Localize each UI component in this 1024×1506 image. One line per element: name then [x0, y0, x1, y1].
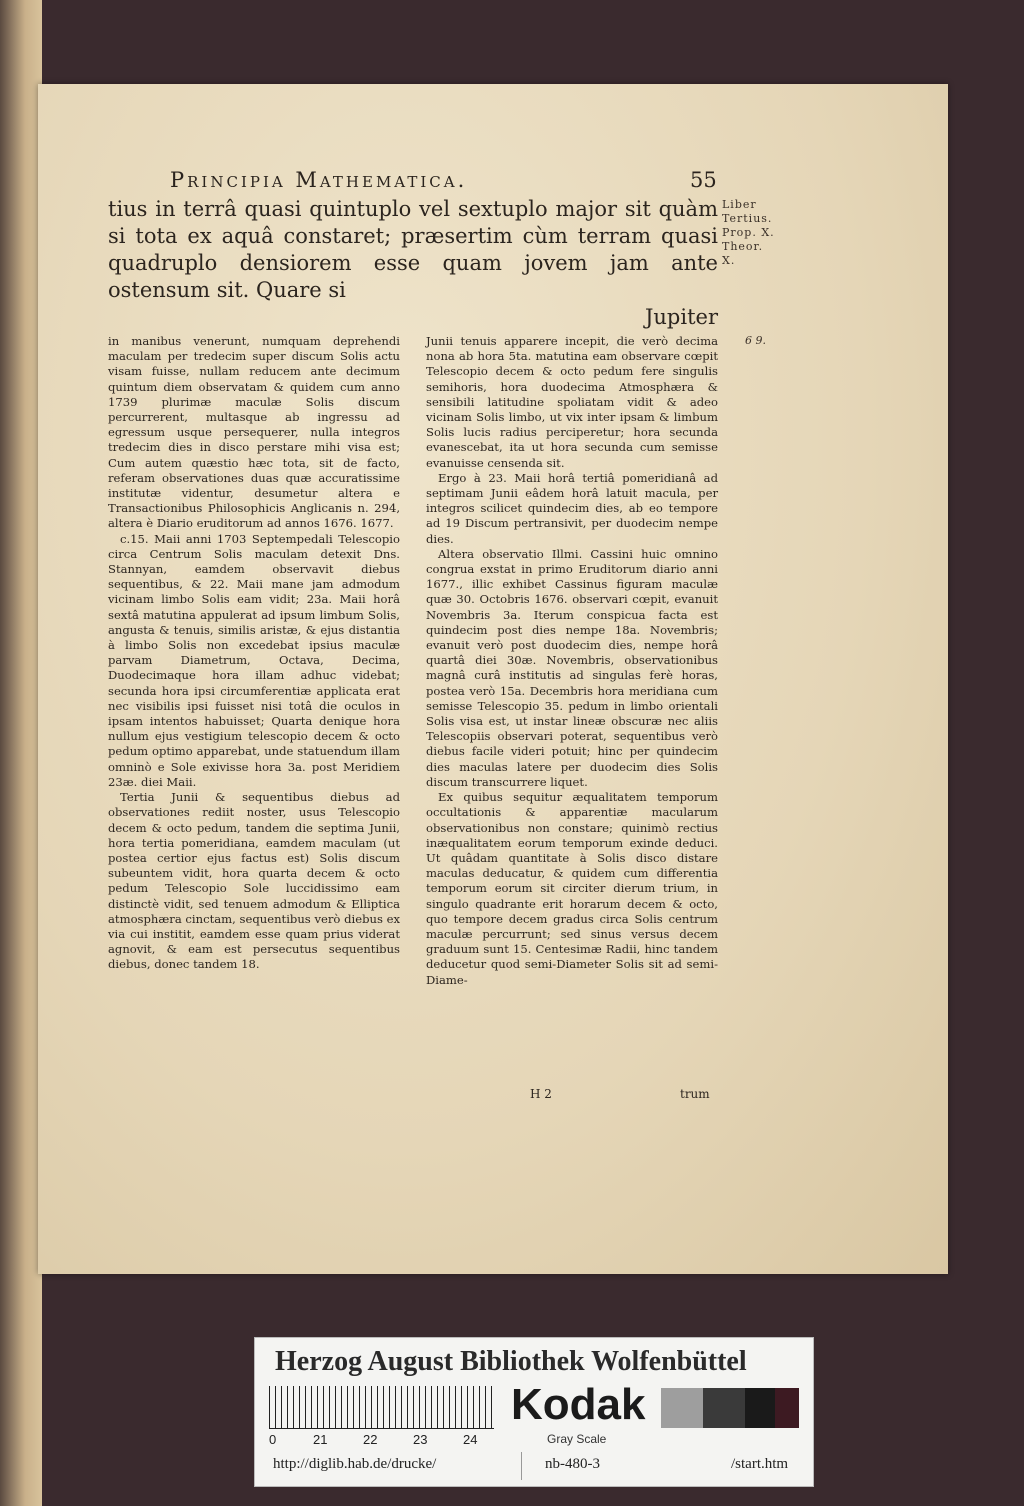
signature-mark: H 2 [530, 1087, 552, 1101]
divider [521, 1452, 522, 1480]
margin-line: Theor. [722, 240, 764, 253]
running-title: Principia Mathematica. [170, 168, 468, 192]
ruler-tick: 22 [363, 1432, 378, 1447]
margin-line: Prop. X. [722, 226, 775, 239]
ruler-tick: 23 [413, 1432, 428, 1447]
paragraph: Altera observatio Illmi. Cassini huic omnino congrua exstat in primo Eruditorum diario anni 1677., illic exhibet Cassinus figuram maculæ quæ 30. Octobris 1676. observari cœpit, evanuit Novembris 3a. Iterum conspicua facta est quindecim post dies nempe 18a. Novembris; evanuit verò post duodecim dies, nempe horâ quartâ diei 30æ. Novembris, observationibus magnâ curâ institutis ad singulas ferè horas, postea verò 15a. Decembris hora meridiana cum semisse Telescopio 35. pedum in limbo orientali Solis visa est, ut instar lineæ obscuræ nec aliis Telescopiis observari poterat, sequentibus verò diebus facile videri potuit; hinc per quindecim dies maculas latere per duodecim dies Solis discum transcurrere liquet. [426, 546, 718, 789]
ruler-tick: 21 [313, 1432, 328, 1447]
gray-scale-label: Gray Scale [547, 1432, 607, 1446]
shelf-code: nb-480-3 [545, 1456, 600, 1472]
paragraph: c.15. Maii anni 1703 Septempedali Telescopio circa Centrum Solis maculam detexit Dns. Stannyan, eamdem observavit diebus sequentibus, & 22. Maii mane jam admodum vicinam limbo Solis eam vidit; 23a. Maii horâ sextâ matutina appulerat ad ipsum limbum Solis, angusta & tenuis, similis aristæ, & ejus distantia à limbo Solis non excedebat ipsius maculæ parvam Diametrum, Octava, Decima, Duodecimaque hora illam adhuc videbat; secunda hora ipsi circumferentiæ applicata erat nec visibilis ipsi fuisset nisi totâ die oculos in ipsam intentos habuisset; Quarta denique hora nullum ejus vestigium telescopio decem & octo pedum optimo apparebat, unde statuendum illam omninò e Sole exivisse hora 3a. post Meridiem 23æ. diei Maii. [108, 531, 400, 789]
paragraph: Ex quibus sequitur æqualitatem temporum occultationis & apparentiæ macularum observationibus non constare; quinimò rectius inæqualitatem eorum temporum exinde deduci. Ut quâdam quantitate à Solis disco distare maculas deducatur, & quidem cum differentia temporum eorum sit circiter dierum trium, in singulo quadrante erit horarum decem & octo, quo tempore decem gradus circa Solis centrum maculæ percurrunt; sed sinus versus decem graduum sunt 15. Centesimæ Radii, hinc tandem deducetur quod semi-Diameter Solis sit ad semi-Diame- [426, 790, 718, 987]
paragraph: Junii tenuis apparere incepit, die verò decima nona ab hora 5ta. matutina eam observare cœpit Telescopio decem & octo pedum fere singulis semihoris, hora duodecima Atmosphæra & sensibili latitudine spoliatam vidit & adeo vicinam Solis limbo, ut vix inter ipsam & limbum Solis lucis radius perciperetur; hora secunda evanescebat, ita ut hora secunda cum semisse evanuisse censenda sit. [426, 334, 718, 470]
intro-last-word: Jupiter [644, 305, 718, 329]
page-number: 55 [690, 168, 717, 192]
library-color-card [254, 1337, 814, 1487]
intro-text: tius in terrâ quasi quintuplo vel sextuplo major sit quàm si tota ex aquâ constaret; præsertim cùm terram quasi quadruplo densiorem esse quam jovem jam ante ostensum sit. Quare si [108, 197, 718, 302]
margin-line: X. [722, 254, 736, 267]
catchword: trum [680, 1087, 710, 1101]
paragraph: Tertia Junii & sequentibus diebus ad observationes rediit noster, usus Telescopio decem & octo pedum, tandem die septima Junii, hora tertia pomeridiana, eamdem maculam (ut postea certior ejus factus est) Solis discum subeuntem vidit, hora quarta decem & octo pedum Telescopio Sole luccidissimo eam distinctè vidit, sed tenuem admodum & Elliptica atmosphæra cinctam, sequentibus verò diebus ex via cui institit, eamdem esse quam prius viderat agnovit, & eam est persecutus sequentibus diebus, donec tandem 18. [108, 790, 400, 972]
kodak-logo: Kodak [511, 1380, 646, 1429]
margin-number: 6 9. [745, 334, 766, 347]
margin-line: Liber [722, 198, 757, 211]
paragraph: Ergo à 23. Maii horâ tertiâ pomeridianâ ad septimam Junii eâdem horâ latuit macula, per integros scilicet quindecim dies, ab eo tempore ad 19 Discum pertransivit, per duodecim nempe dies. [426, 470, 718, 546]
right-column [426, 334, 718, 988]
gray-swatch [661, 1388, 703, 1428]
margin-note [722, 198, 812, 268]
start-page-link: /start.htm [731, 1456, 789, 1472]
left-column [108, 334, 400, 973]
gray-swatch [775, 1388, 799, 1428]
digital-library-url: http://diglib.hab.de/drucke/ [273, 1456, 437, 1472]
gray-swatch [703, 1388, 745, 1428]
ruler-tick: 0 [269, 1432, 277, 1447]
paragraph: in manibus venerunt, numquam deprehendi maculam per tredecim super discum Solis actu visam fuisse, nullam reducem ante decimum quintum diem observatam & quidem cum anno 1739 plurimæ maculæ Solis discum percurrerent, multasque ab ingressu ad egressum usque persequerer, nulla integros tredecim dies in disco perstare mihi visa est; Cum autem quæstio hæc tota, sit de facto, referam observationes duas quæ accuratissime institutæ videntur, desumetur altera e Transactionibus Philosophicis Anglicanis n. 294, altera è Diario eruditorum ad annos 1676. 1677. [108, 334, 400, 531]
gray-swatch [745, 1388, 775, 1428]
ruler-scale [269, 1386, 494, 1429]
ruler-tick: 24 [463, 1432, 478, 1447]
library-name: Herzog August Bibliothek Wolfenbüttel [275, 1346, 747, 1377]
intro-paragraph [108, 196, 718, 331]
margin-line: Tertius. [722, 212, 773, 225]
book-edge [0, 0, 42, 1506]
